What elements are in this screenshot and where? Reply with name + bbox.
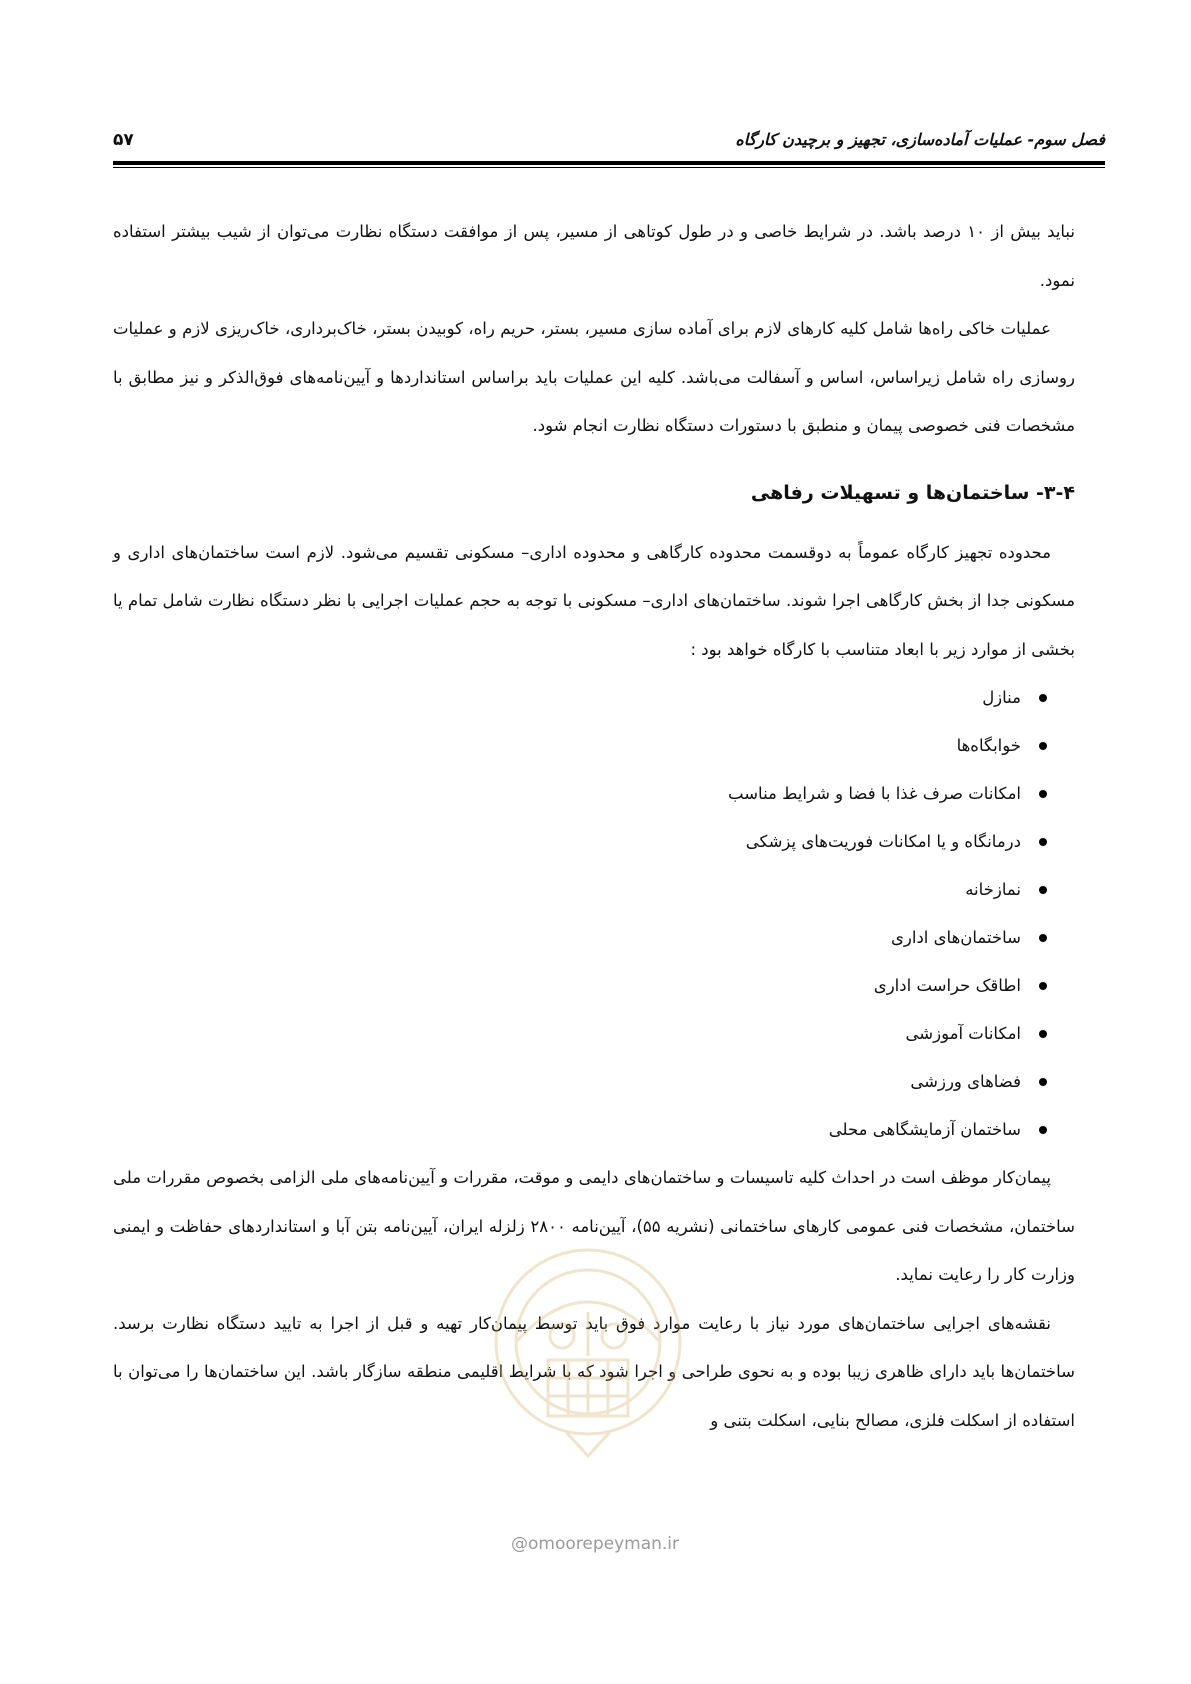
bullet-icon [1039,1078,1047,1086]
paragraph-4: پیمان‌کار موظف است در احداث کلیه تاسیسات و ساختمان‌های دایمی و موقت، مقررات و آیین‌نامه‌های ملی الزامی بخصوص مقررات ملی ساختمان، مشخصات فنی عمومی کارهای ساختمانی (نشریه ۵۵)، آیین‌نامه ۲۸۰۰ زلزله ایران، آیین‌نامه بتن آبا و استانداردهای حفاظت و ایمنی وزارت کار را رعایت نماید. [113,1168,1075,1284]
header-rule-thick [113,161,1105,165]
watermark-seal-icon [488,1232,688,1502]
chapter-title: فصل سوم- عملیات آماده‌سازی، تجهیز و برچیدن کارگاه [735,130,1105,149]
bullet-icon [1039,982,1047,990]
facilities-list [113,674,1075,1154]
list-item: منازل [113,674,1047,722]
paragraph-2: عملیات خاکی راه‌ها شامل کلیه کارهای لازم برای آماده سازی مسیر، بستر، حریم راه، کوبیدن بستر، خاک‌برداری، خاک‌ریزی لازم و عملیات روسازی راه شامل زیراساس، اساس و آسفالت می‌باشد. کلیه این عملیات باید براساس استانداردها و آیین‌نامه‌های فوق‌الذکر و نیز مطابق با مشخصات فنی خصوصی پیمان و منطبق با دستورات دستگاه نظارت انجام شود. [113,319,1075,435]
bullet-icon [1039,742,1047,750]
bullet-icon [1039,934,1047,942]
list-item: نمازخانه [113,866,1047,914]
list-item: خوابگاه‌ها [113,722,1047,770]
bullet-icon [1039,1126,1047,1134]
list-item: ساختمان‌های اداری [113,914,1047,962]
list-item: ساختمان آزمایشگاهی محلی [113,1106,1047,1154]
paragraph-5: نقشه‌های اجرایی ساختمان‌های مورد نیاز با رعایت موارد فوق باید توسط پیمان‌کار تهیه و قبل از اجرا به تایید دستگاه نظارت برسد. ساختمان‌ها باید دارای ظاهری زیبا بوده و به نحوی طراحی و اجرا شود که با شرایط اقلیمی منطقه سازگار باشد. این ساختمان‌ها را می‌توان با استفاده از اسکلت فلزی، مصالح بنایی، اسکلت بتنی و [113,1313,1075,1430]
bullet-icon [1039,886,1047,894]
bullet-icon [1039,1030,1047,1038]
header-rule-thin [113,167,1105,168]
list-item: درمانگاه و یا امکانات فوریت‌های پزشکی [113,818,1047,866]
section-heading: ۳-۴- ساختمان‌ها و تسهیلات رفاهی [750,481,1075,504]
bullet-icon [1039,790,1047,798]
bullet-icon [1039,694,1047,702]
bullet-icon [1039,838,1047,846]
watermark-url: @omoorepeyman.ir [510,1534,680,1554]
list-item: فضاهای ورزشی [113,1058,1047,1106]
running-header [113,128,1105,160]
list-item: امکانات آموزشی [113,1010,1047,1058]
paragraph-3: محدوده تجهیز کارگاه عموماً به دوقسمت محدوده کارگاهی و محدوده اداری– مسکونی تقسیم می‌شود. لازم است ساختمان‌های اداری و مسکونی جدا از بخش کارگاهی اجرا شوند. ساختمان‌های اداری– مسکونی با توجه به حجم عملیات اجرایی با نظر دستگاه نظارت شامل تمام یا بخشی از موارد زیر با ابعاد متناسب با کارگاه خواهد بود : [113,542,1075,659]
list-item: اطاقک حراست اداری [113,962,1047,1010]
list-item: امکانات صرف غذا با فضا و شرایط مناسب [113,770,1047,818]
page-number: ۵۷ [113,130,134,150]
paragraph-1: نباید بیش از ۱۰ درصد باشد. در شرایط خاصی و در طول کوتاهی از مسیر، پس از موافقت دستگاه نظارت می‌توان از شیب بیشتر استفاده نمود. [113,222,1076,290]
